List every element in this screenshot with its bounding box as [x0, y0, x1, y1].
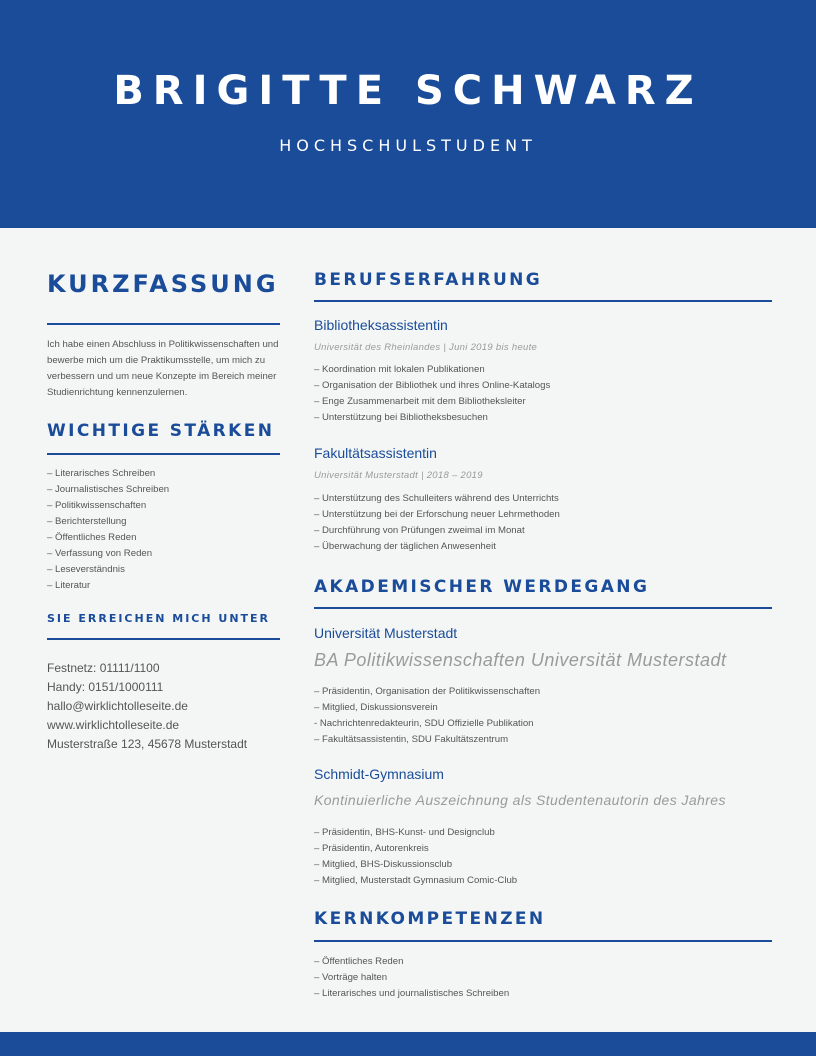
strengths-list: [47, 466, 169, 594]
job-meta: Universität Musterstadt | 2018 – 2019: [314, 470, 483, 481]
list-item: – Literarisches Schreiben: [47, 468, 156, 479]
job-duties: [314, 362, 550, 426]
email-address[interactable]: hallo@wirklichtolleseite.de: [47, 699, 188, 713]
list-item: – Durchführung von Prüfungen zweimal im Monat: [314, 525, 525, 536]
list-item: – Politikwissenschaften: [47, 500, 147, 511]
list-item: – Mitglied, BHS-Diskussionsclub: [314, 859, 453, 870]
list-item: – Fakultätsassistentin, SDU Fakultätszentrum: [314, 734, 509, 745]
postal-address: Musterstraße 123, 45678 Musterstadt: [47, 737, 248, 751]
list-item: – Leseverständnis: [47, 564, 125, 575]
list-item: – Unterstützung bei der Erforschung neuer Lehrmethoden: [314, 509, 560, 520]
header-banner: [0, 0, 816, 228]
list-item: - Nachrichtenredakteurin, SDU Offizielle Publikation: [314, 718, 534, 729]
list-item: – Koordination mit lokalen Publikationen: [314, 364, 485, 375]
list-item: – Unterstützung bei Bibliotheksbesuchen: [314, 412, 488, 423]
mobile-number: Handy: 0151/1000111: [47, 680, 164, 694]
summary-heading: KURZFASSUNG: [47, 270, 279, 298]
strengths-divider: [47, 453, 280, 455]
list-item: – Mitglied, Musterstadt Gymnasium Comic-Club: [314, 875, 518, 886]
list-item: – Öffentliches Reden: [314, 956, 404, 967]
contact-divider: [47, 638, 280, 640]
list-item: – Präsidentin, BHS-Kunst- und Designclub: [314, 827, 495, 838]
phone-number: Festnetz: 01111/1100: [47, 661, 160, 675]
school-name: Universität Musterstadt: [314, 625, 458, 641]
website-link[interactable]: www.wirklichtolleseite.de: [47, 718, 180, 732]
strengths-heading: WICHTIGE STÄRKEN: [47, 421, 275, 441]
skills-divider: [314, 940, 772, 942]
job-title: Bibliotheksassistentin: [314, 317, 448, 333]
list-item: – Organisation der Bibliothek und ihres Online-Katalogs: [314, 380, 551, 391]
school-activities: [314, 684, 540, 748]
candidate-title: HOCHSCHULSTUDENT: [279, 136, 537, 155]
education-heading: AKADEMISCHER WERDEGANG: [314, 577, 650, 597]
contact-heading: SIE ERREICHEN MICH UNTER: [47, 612, 271, 625]
job-title: Fakultätsassistentin: [314, 445, 437, 461]
footer-bar: [0, 1032, 816, 1056]
experience-divider: [314, 300, 772, 302]
job-meta: Universität des Rheinlandes | Juni 2019 bis heute: [314, 342, 538, 353]
list-item: – Überwachung der täglichen Anwesenheit: [314, 541, 496, 552]
summary-text: Ich habe einen Abschluss in Politikwissenschaften und bewerbe mich um die Praktikumsstelle, um mich zu verbessern und um neue Konzepte im Bereich meiner Studienrichtung kennenzulernen.: [47, 339, 279, 398]
experience-heading: BERUFSERFAHRUNG: [314, 270, 543, 290]
list-item: – Mitglied, Diskussionsverein: [314, 702, 438, 713]
list-item: – Unterstützung des Schulleiters während des Unterrichts: [314, 493, 559, 504]
job-duties: [314, 491, 560, 555]
degree-title: BA Politikwissenschaften Universität Musterstadt: [314, 650, 727, 670]
candidate-name: BRIGITTE SCHWARZ: [113, 68, 703, 114]
skills-list: [314, 954, 509, 1002]
school-activities: [314, 825, 517, 889]
skills-heading: KERNKOMPETENZEN: [314, 909, 546, 929]
list-item: – Literarisches und journalistisches Schreiben: [314, 988, 510, 999]
school-name: Schmidt-Gymnasium: [314, 766, 444, 782]
list-item: – Verfassung von Reden: [47, 548, 153, 559]
list-item: – Enge Zusammenarbeit mit dem Bibliotheksleiter: [314, 396, 526, 407]
list-item: – Präsidentin, Organisation der Politikwissenschaften: [314, 686, 541, 697]
list-item: – Journalistisches Schreiben: [47, 484, 170, 495]
award-title: Kontinuierliche Auszeichnung als Studentenautorin des Jahres: [314, 792, 726, 808]
summary-divider: [47, 323, 280, 325]
list-item: – Öffentliches Reden: [47, 532, 137, 543]
contact-block: [47, 659, 247, 754]
list-item: – Präsidentin, Autorenkreis: [314, 843, 429, 854]
list-item: – Literatur: [47, 580, 91, 591]
education-divider: [314, 607, 772, 609]
list-item: – Berichterstellung: [47, 516, 127, 527]
list-item: – Vorträge halten: [314, 972, 388, 983]
